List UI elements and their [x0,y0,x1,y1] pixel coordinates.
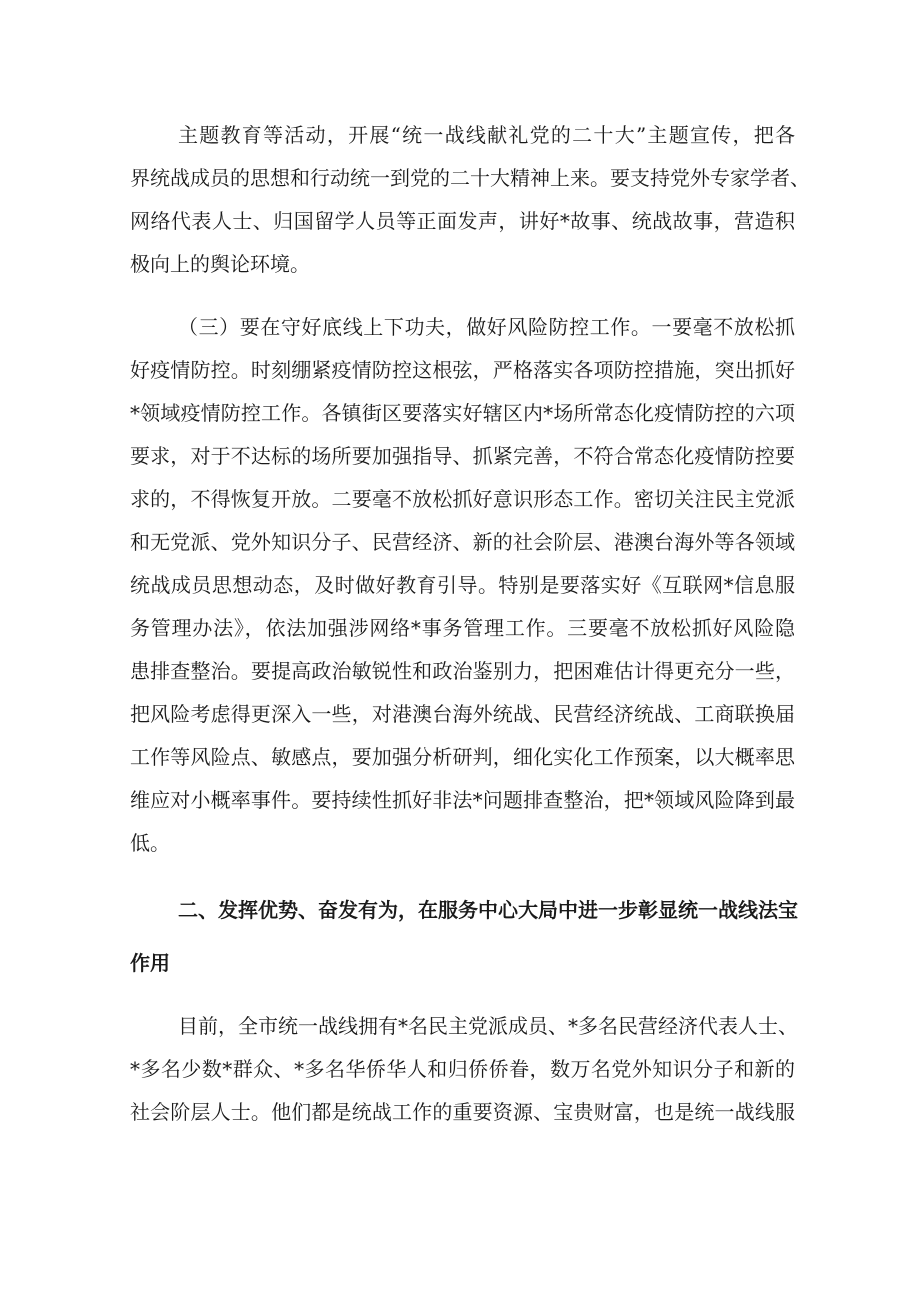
text-line: 统战成员思想动态，及时做好教育引导。特别是要落实好《互联网*信息服 [130,573,795,597]
text-line: 维应对小概率事件。要持续性抓好非法*问题排查整治，把*领域风险降到最 [130,788,795,812]
text-line: 目前，全市统一战线拥有*名民主党派成员、*多名民营经济代表人士、 [178,1014,798,1038]
heading-line: 作用 [130,951,170,975]
text-line: 界统战成员的思想和行动统一到党的二十大精神上来。要支持党外专家学者、 [130,166,810,190]
text-line: 患排查整治。要提高政治敏锐性和政治鉴别力，把困难估计得更充分一些， [130,659,795,683]
text-line: 主题教育等活动，开展“统一战线献礼党的二十大”主题宣传，把各 [178,123,795,147]
text-line: 极向上的舆论环境。 [130,252,310,276]
text-line: 要求，对于不达标的场所要加强指导、抓紧完善，不符合常态化疫情防控要 [130,444,795,468]
text-line: 务管理办法》，依法加强涉网络*事务管理工作。三要毫不放松抓好风险隐 [130,616,795,640]
heading-line: 二、发挥优势、奋发有为，在服务中心大局中进一步彰显统一战线法宝 [178,898,798,922]
text-line: 好疫情防控。时刻绷紧疫情防控这根弦，严格落实各项防控措施，突出抓好 [130,358,795,382]
text-line: 网络代表人士、归国留学人员等正面发声，讲好*故事、统战故事，营造积 [130,209,795,233]
text-line: *多名少数*群众、*多名华侨华人和归侨侨眷，数万名党外知识分子和新的 [130,1057,795,1081]
text-line: 社会阶层人士。他们都是统战工作的重要资源、宝贵财富，也是统一战线服 [130,1100,795,1124]
text-line: 和无党派、党外知识分子、民营经济、新的社会阶层、港澳台海外等各领域 [130,530,795,554]
text-line: 把风险考虑得更深入一些，对港澳台海外统战、民营经济统战、工商联换届 [130,702,795,726]
text-line: （三）要在守好底线上下功夫，做好风险防控工作。一要毫不放松抓 [178,315,795,339]
text-line: 求的，不得恢复开放。二要毫不放松抓好意识形态工作。密切关注民主党派 [130,487,795,511]
text-line: 低。 [130,831,170,855]
text-line: 工作等风险点、敏感点，要加强分析研判，细化实化工作预案，以大概率思 [130,745,795,769]
text-line: *领域疫情防控工作。各镇街区要落实好辖区内*场所常态化疫情防控的六项 [130,401,795,425]
